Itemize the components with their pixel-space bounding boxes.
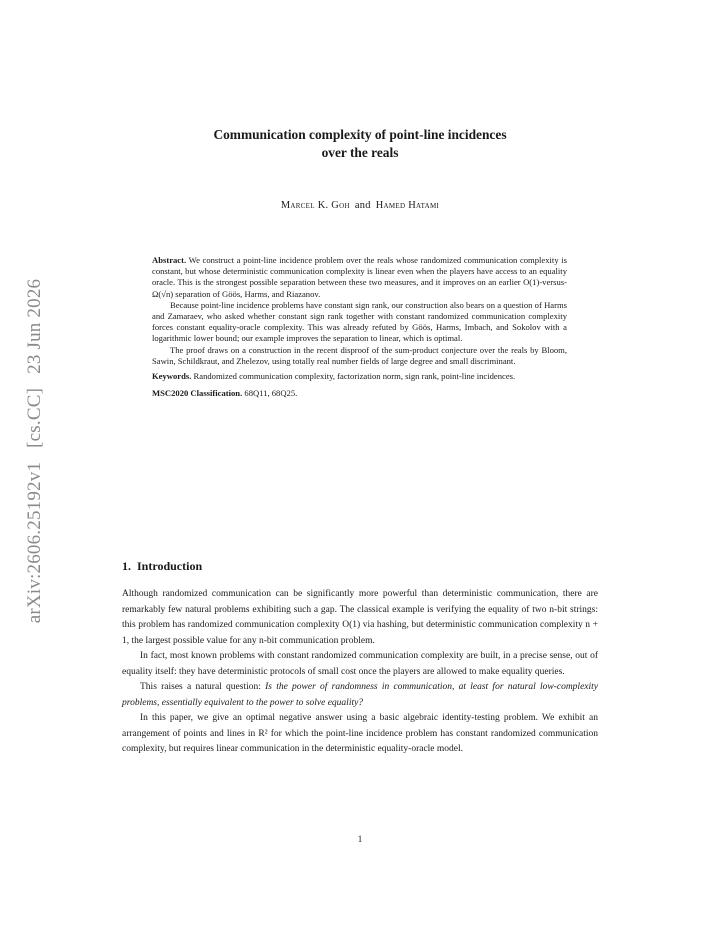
abstract-paragraph-1: [152, 255, 567, 300]
abstract-paragraph-3: The proof draws on a construction in the recent disproof of the sum-product conjecture over the reals by Bloom, Sawin, Schildkraut, and Zhelezov, using totally real number fields of large degree and small discriminant.: [152, 344, 567, 366]
arxiv-date: 23 Jun 2026: [24, 278, 45, 374]
title-line-2: over the reals: [321, 145, 399, 160]
paper-title: [0, 126, 720, 162]
arxiv-category: [cs.CC]: [24, 387, 45, 448]
page-number: 1: [357, 834, 363, 844]
keywords-text: Randomized communication complexity, factorization norm, sign rank, point-line incidences.: [193, 371, 516, 382]
author-list: [0, 200, 720, 211]
arxiv-id: arXiv:2606.25192v1: [24, 461, 45, 624]
section-title-text: Introduction: [137, 559, 203, 573]
author-2: Hamed Hatami: [375, 200, 440, 211]
author-1: Marcel K. Goh: [280, 200, 350, 211]
msc-text: 68Q11, 68Q25.: [244, 388, 298, 399]
abstract-paragraph-2: Because point-line incidence problems have constant sign rank, our construction also bears on a question of Harms and Zamaraev, who asked whether constant sign rank together with constant randomized communication complexity forces constant equality-oracle complexity. This was already refuted by Göös, Harms, Imbach, and Sokolov with a logarithmic lower bound; our example improves the separation to linear, which is optimal.: [152, 299, 567, 344]
intro-paragraph-1: Although randomized communication can be significantly more powerful than deterministic communication, there are remarkably few natural problems exhibiting such a gap. The classical example is verifying the equality of two n-bit strings: this problem has randomized communication complexity O(1) via hashing, but deterministic communication complexity n + 1, the largest possible value for any n-bit communication problem.: [122, 589, 598, 646]
author-connector: and: [354, 200, 371, 211]
introduction-body: [122, 587, 598, 758]
arxiv-side-label: [24, 279, 46, 623]
intro-paragraph-2: In fact, most known problems with constant randomized communication complexity are built, in a precise sense, out of equality itself: they have deterministic protocols of small cost once the players are allowed to make equality queries.: [122, 651, 598, 677]
msc-classification: [152, 388, 567, 399]
intro-question: Is the power of randomness in communication, at least for natural low-complexity problems, essentially equivalent to the power to solve equality?: [122, 682, 598, 708]
intro-question-lead: This raises a natural question:: [140, 682, 261, 692]
intro-paragraph-4: In this paper, we give an optimal negative answer using a basic algebraic identity-testing problem. We exhibit an arrangement of points and lines in R² for which the point-line incidence problem has constant randomized communication complexity, but requires linear communication in the deterministic equality-oracle model.: [122, 713, 598, 754]
intro-paragraph-3: [122, 680, 598, 711]
abstract-block: [152, 255, 567, 399]
abstract-label: Abstract.: [152, 255, 187, 265]
title-line-1: Communication complexity of point-line incidences: [213, 127, 507, 142]
abstract-text-1: We construct a point-line incidence problem over the reals whose randomized communication complexity is constant, but whose deterministic communication complexity is linear even when the players have access to an equality oracle. This is the strongest possible separation between these two measures, and it improves on an earlier O(1)-versus-Ω(√n) separation of Göös, Harms, and Riazanov.: [152, 255, 567, 299]
keywords-label: Keywords.: [152, 371, 192, 382]
keywords: [152, 371, 567, 382]
msc-label: MSC2020 Classification.: [152, 388, 243, 399]
section-number: 1.: [122, 559, 131, 573]
section-heading: [122, 559, 202, 574]
